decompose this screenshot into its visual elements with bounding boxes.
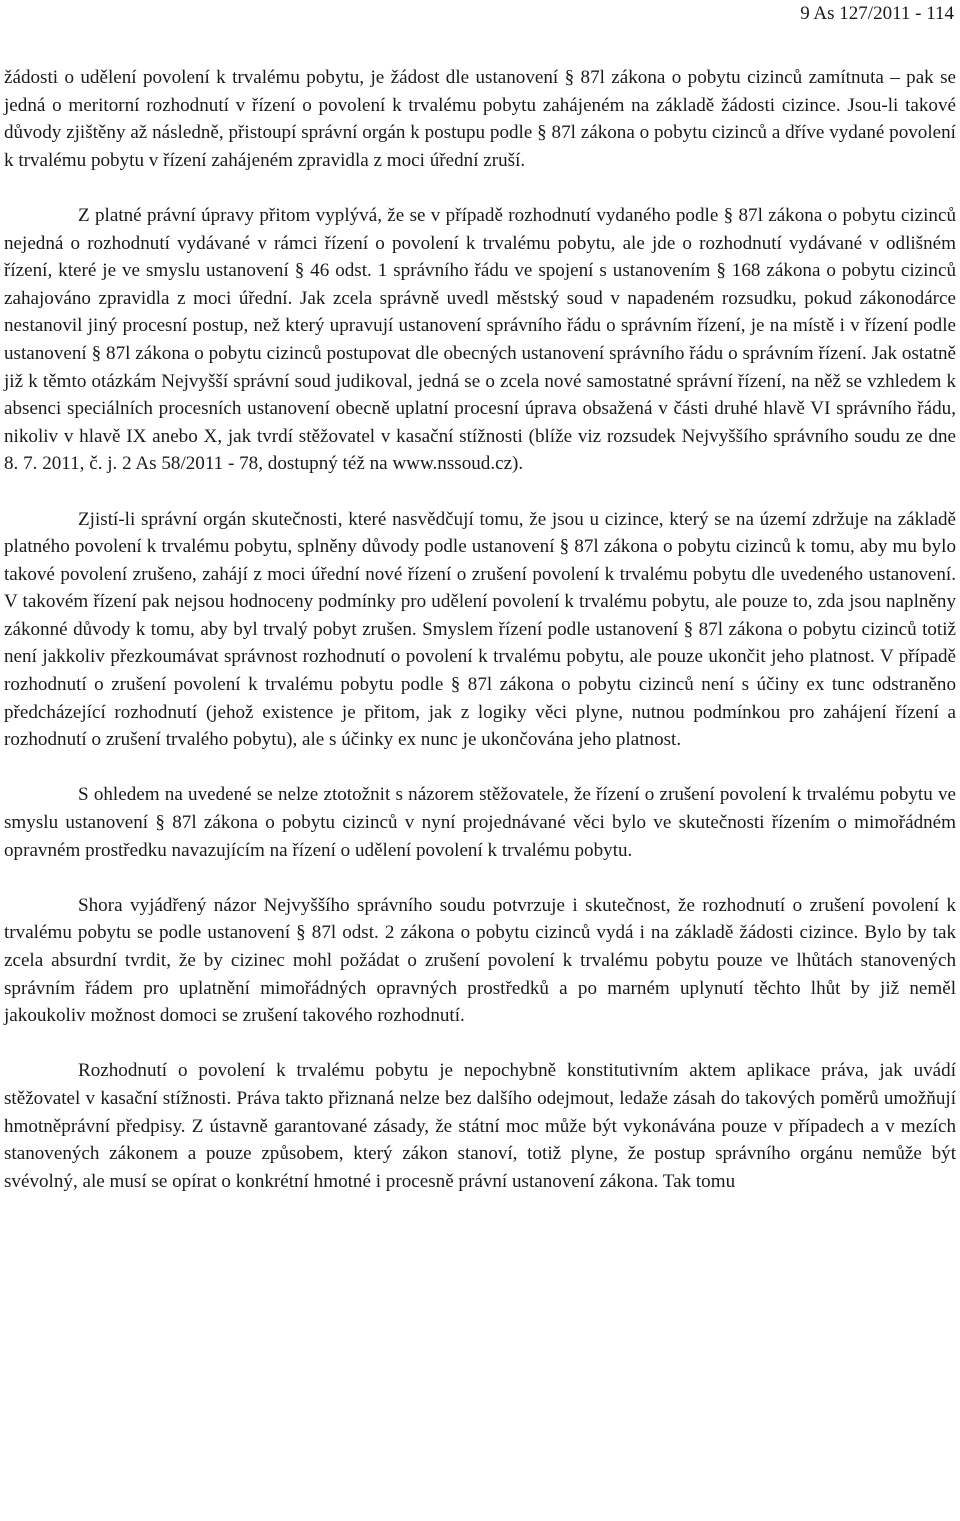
paragraph: Rozhodnutí o povolení k trvalému pobytu je nepochybně konstitutivním aktem aplikace práva, jak uvádí stěžovatel v kasační stížnosti. Práva takto přiznaná nelze bez dalšího odejmout, ledaže zásah do takových poměrů umožňují hmotněprávní předpisy. Z ústavně garantované zásady, že státní moc může být vykonávána pouze v případech a v mezích stanovených zákonem a pouze způsobem, který zákon stanoví, totiž plyne, že postup správního orgánu nemůže být svévolný, ale musí se opírat o konkrétní hmotné i procesně právní ustanovení zákona. Tak tomu — [4, 1060, 956, 1192]
document-body — [4, 64, 956, 1223]
paragraph: Zjistí-li správní orgán skutečnosti, které nasvědčují tomu, že jsou u cizince, který se na území zdržuje na základě platného povolení k trvalému pobytu, splněny důvody podle ustanovení § 87l zákona o pobytu cizinců k tomu, aby mu bylo takové povolení zrušeno, zahájí z moci úřední nové řízení o zrušení povolení k trvalému pobytu dle uvedeného ustanovení. V takovém řízení pak nejsou hodnoceny podmínky pro udělení povolení k trvalému pobytu, ale pouze to, zda jsou naplněny zákonné důvody k tomu, aby byl trvalý pobyt zrušen. Smyslem řízení podle ustanovení § 87l zákona o pobytu cizinců totiž není jakkoliv přezkoumávat správnost rozhodnutí o povolení k trvalému pobytu, ale pouze ukončit jeho platnost. V případě rozhodnutí o zrušení povolení k trvalému pobytu podle § 87l zákona o pobytu cizinců není s účiny ex tunc odstraněno předcházející rozhodnutí (jehož existence je přitom, jak z logiky věci plyne, nutnou podmínkou pro zahájení řízení a rozhodnutí o zrušení trvalého pobytu), ale s účinky ex nunc je ukončována jeho platnost. — [4, 508, 956, 751]
case-number-header: 9 As 127/2011 - 114 — [800, 3, 954, 24]
paragraph: S ohledem na uvedené se nelze ztotožnit s názorem stěžovatele, že řízení o zrušení povolení k trvalému pobytu ve smyslu ustanovení § 87l zákona o pobytu cizinců v nyní projednávané věci bylo ve skutečnosti řízením o mimořádném opravném prostředku navazujícím na řízení o udělení povolení k trvalému pobytu. — [4, 784, 956, 861]
paragraph: Shora vyjádřený názor Nejvyššího správního soudu potvrzuje i skutečnost, že rozhodnutí o zrušení povolení k trvalému pobytu se podle ustanovení § 87l odst. 2 zákona o pobytu cizinců vydá i na základě žádosti cizince. Bylo by tak zcela absurdní tvrdit, že by cizinec mohl požádat o zrušení povolení k trvalému pobytu pouze ve lhůtách stanovených správním řádem pro uplatnění mimořádných opravných prostředků a po marném uplynutí těchto lhůt by již neměl jakoukoliv možnost domoci se zrušení takového rozhodnutí. — [4, 894, 956, 1027]
paragraph: Z platné právní úpravy přitom vyplývá, že se v případě rozhodnutí vydaného podle § 87l zákona o pobytu cizinců nejedná o rozhodnutí vydávané v rámci řízení o povolení k trvalému pobytu, ale jde o rozhodnutí vydávané v odlišném řízení, které je ve smyslu ustanovení § 46 odst. 1 správního řádu ve spojení s ustanovením § 168 zákona o pobytu cizinců zahajováno zpravidla z moci úřední. Jak zcela správně uvedl městský soud v napadeném rozsudku, pokud zákonodárce nestanovil jiný procesní postup, než který upravují ustanovení správního řádu o správním řízení, je na místě i v řízení podle ustanovení § 87l zákona o pobytu cizinců postupovat dle obecných ustanovení správního řádu o správním řízení. Jak ostatně již k těmto otázkám Nejvyšší správní soud judikoval, jedná se o zcela nové samostatné správní řízení, na něž se vzhledem k absenci speciálních procesních ustanovení obecně uplatní procesní úprava obsažená v části druhé hlavě VI správního řádu, nikoliv v hlavě IX anebo X, jak tvrdí stěžovatel v kasační stížnosti (blíže viz rozsudek Nejvyššího správního soudu ze dne 8. 7. 2011, č. j. 2 As 58/2011 - 78, dostupný též na www.nssoud.cz). — [4, 204, 956, 475]
paragraph-continuation: žádosti o udělení povolení k trvalému pobytu, je žádost dle ustanovení § 87l zákona o pobytu cizinců zamítnuta – pak se jedná o meritorní rozhodnutí v řízení o povolení k trvalému pobytu zahájeném na základě žádosti cizince. Jsou-li takové důvody zjištěny až následně, přistoupí správní orgán k postupu podle § 87l zákona o pobytu cizinců a dříve vydané povolení k trvalému pobytu v řízení zahájeném zpravidla z moci úřední zruší. — [4, 67, 956, 171]
